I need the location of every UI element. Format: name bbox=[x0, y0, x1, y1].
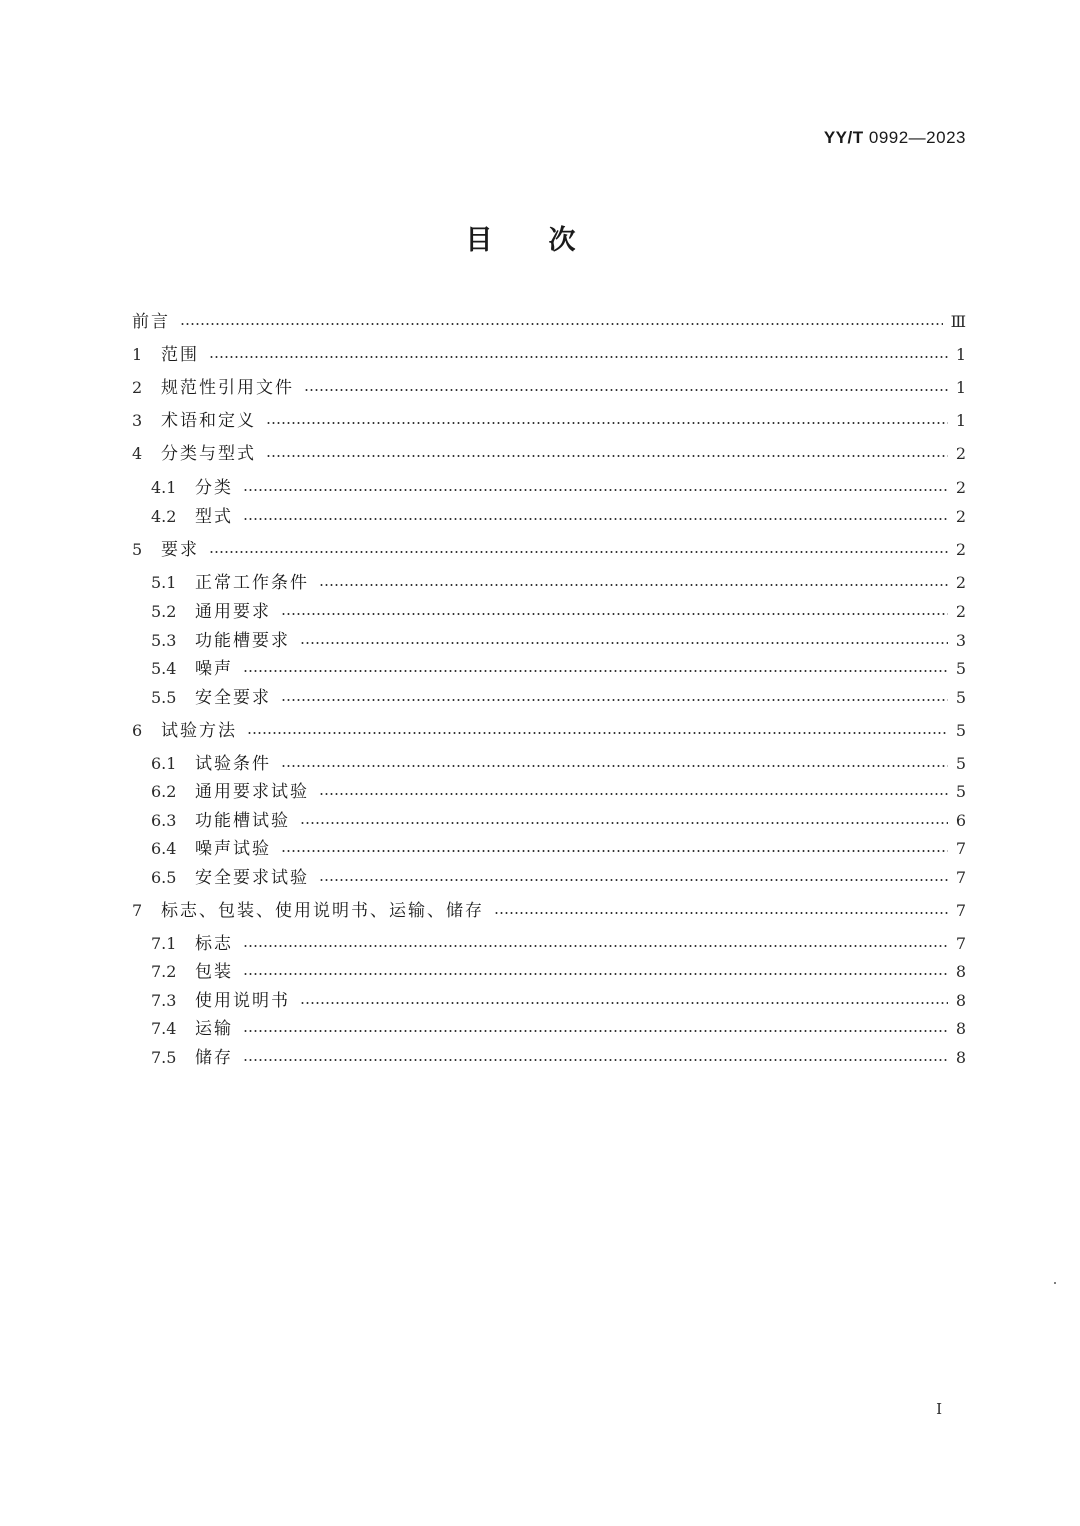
toc-entry-page: 5 bbox=[955, 782, 966, 801]
toc-entry bbox=[151, 1013, 966, 1045]
toc-entry bbox=[151, 1042, 966, 1074]
toc-entry-number: 6.1 bbox=[151, 754, 177, 773]
toc-entry-number: 5.1 bbox=[151, 573, 177, 592]
toc-entry-label: 试验方法 bbox=[161, 721, 237, 741]
page-title: 目次 bbox=[465, 225, 632, 256]
toc-entry bbox=[132, 715, 966, 747]
toc-entry bbox=[132, 372, 966, 404]
toc-entry-page: 5 bbox=[955, 688, 966, 707]
toc-entry-label: 功能槽试验 bbox=[195, 811, 290, 831]
toc-entry-label: 标志、包装、使用说明书、运输、储存 bbox=[161, 901, 484, 921]
toc-entry-label: 前言 bbox=[132, 312, 170, 332]
toc-entry-label: 安全要求试验 bbox=[195, 868, 309, 888]
toc-entry-page: 8 bbox=[955, 1048, 966, 1067]
toc-entry-label: 安全要求 bbox=[195, 688, 271, 708]
toc-entry-number: 7.5 bbox=[151, 1048, 177, 1067]
toc-entry-number: 6.3 bbox=[151, 811, 177, 830]
toc-entry bbox=[151, 472, 966, 504]
toc-entry-page: Ⅲ bbox=[950, 312, 966, 331]
toc-entry-label: 运输 bbox=[195, 1019, 233, 1039]
toc-entry-page: 1 bbox=[955, 378, 966, 397]
toc-entry-page: 7 bbox=[955, 868, 966, 887]
toc-entry bbox=[132, 895, 966, 927]
toc-entry bbox=[151, 682, 966, 714]
toc-entry-label: 试验条件 bbox=[195, 754, 271, 774]
toc-entry-number: 5.2 bbox=[151, 602, 177, 621]
stray-dot bbox=[1054, 1282, 1056, 1284]
toc-entry bbox=[132, 405, 966, 437]
standard-number bbox=[824, 128, 966, 148]
toc-entry-label: 正常工作条件 bbox=[195, 573, 309, 593]
toc-entry-label: 通用要求试验 bbox=[195, 782, 309, 802]
toc-entry-number: 5.3 bbox=[151, 631, 177, 650]
toc-entry-page: 7 bbox=[955, 901, 966, 920]
toc-dot-leader bbox=[243, 973, 948, 975]
toc-entry-label: 范围 bbox=[161, 345, 199, 365]
toc-entry-number: 7.2 bbox=[151, 962, 177, 981]
toc-dot-leader bbox=[300, 822, 948, 824]
toc-entry-page: 2 bbox=[955, 573, 966, 592]
toc-entry bbox=[151, 833, 966, 865]
toc-entry-label: 分类与型式 bbox=[161, 444, 256, 464]
toc-entry-label: 分类 bbox=[195, 478, 233, 498]
toc-entry-label: 包装 bbox=[195, 962, 233, 982]
toc-entry-page: 5 bbox=[955, 659, 966, 678]
toc-dot-leader bbox=[304, 389, 948, 391]
toc-entry-page: 5 bbox=[955, 721, 966, 740]
toc-entry-label: 使用说明书 bbox=[195, 991, 290, 1011]
toc-entry-number: 5.4 bbox=[151, 659, 177, 678]
toc-entry bbox=[132, 339, 966, 371]
toc-dot-leader bbox=[209, 551, 948, 553]
toc-dot-leader bbox=[319, 879, 948, 881]
toc-entry-number: 4.2 bbox=[151, 507, 177, 526]
page-number: I bbox=[936, 1400, 942, 1418]
toc-entry bbox=[151, 862, 966, 894]
toc-entry-page: 7 bbox=[955, 839, 966, 858]
toc-dot-leader bbox=[281, 850, 948, 852]
toc-entry-label: 规范性引用文件 bbox=[161, 378, 294, 398]
toc-dot-leader bbox=[300, 1002, 948, 1004]
toc-entry-number: 5 bbox=[132, 540, 143, 559]
toc-entry-number: 5.5 bbox=[151, 688, 177, 707]
toc-entry-page: 8 bbox=[955, 962, 966, 981]
toc-entry bbox=[132, 306, 966, 338]
toc-dot-leader bbox=[243, 1059, 948, 1061]
toc-dot-leader bbox=[209, 356, 948, 358]
toc-entry-number: 7.3 bbox=[151, 991, 177, 1010]
toc-entry-page: 2 bbox=[955, 444, 966, 463]
toc-entry-page: 5 bbox=[955, 754, 966, 773]
toc-entry-page: 8 bbox=[955, 1019, 966, 1038]
toc-entry-page: 3 bbox=[955, 631, 966, 650]
toc-dot-leader bbox=[243, 518, 948, 520]
toc-entry-label: 标志 bbox=[195, 934, 233, 954]
toc-entry-number: 6 bbox=[132, 721, 143, 740]
toc-entry-label: 术语和定义 bbox=[161, 411, 256, 431]
toc-dot-leader bbox=[243, 489, 948, 491]
toc-entry-label: 储存 bbox=[195, 1048, 233, 1068]
toc-entry-number: 6.5 bbox=[151, 868, 177, 887]
toc-dot-leader bbox=[247, 732, 948, 734]
toc-entry-number: 6.2 bbox=[151, 782, 177, 801]
toc-dot-leader bbox=[243, 1030, 948, 1032]
standard-prefix: YY/T bbox=[823, 128, 864, 147]
toc-entry-label: 噪声试验 bbox=[195, 839, 271, 859]
toc-entry-page: 1 bbox=[955, 411, 966, 430]
toc-entry-page: 2 bbox=[955, 540, 966, 559]
toc-entry-label: 通用要求 bbox=[195, 602, 271, 622]
toc-entry bbox=[151, 501, 966, 533]
standard-code: 0992—2023 bbox=[868, 128, 966, 147]
toc-entry-number: 6.4 bbox=[151, 839, 177, 858]
toc-entry-page: 6 bbox=[955, 811, 966, 830]
toc-entry-number: 3 bbox=[132, 411, 143, 430]
toc-dot-leader bbox=[494, 912, 948, 914]
toc-entry-page: 2 bbox=[955, 507, 966, 526]
toc-entry-number: 4.1 bbox=[151, 478, 177, 497]
toc-entry bbox=[151, 567, 966, 599]
toc-entry-page: 2 bbox=[955, 602, 966, 621]
toc-entry-number: 1 bbox=[132, 345, 143, 364]
toc-dot-leader bbox=[281, 765, 948, 767]
toc-entry-label: 噪声 bbox=[195, 659, 233, 679]
toc-dot-leader bbox=[266, 422, 948, 424]
toc-dot-leader bbox=[180, 323, 943, 325]
toc-dot-leader bbox=[281, 699, 948, 701]
toc-entry-number: 4 bbox=[132, 444, 143, 463]
toc-entry-page: 1 bbox=[955, 345, 966, 364]
toc-dot-leader bbox=[281, 613, 948, 615]
toc-entry-page: 7 bbox=[955, 934, 966, 953]
toc-entry bbox=[151, 956, 966, 988]
toc-dot-leader bbox=[319, 793, 948, 795]
toc-entry-label: 要求 bbox=[161, 540, 199, 560]
toc-dot-leader bbox=[266, 455, 948, 457]
toc-entry bbox=[132, 438, 966, 470]
toc-dot-leader bbox=[243, 945, 948, 947]
toc-entry-number: 7.4 bbox=[151, 1019, 177, 1038]
toc-entry bbox=[132, 534, 966, 566]
toc-entry-page: 8 bbox=[955, 991, 966, 1010]
toc-entry-number: 7.1 bbox=[151, 934, 177, 953]
toc-entry-page: 2 bbox=[955, 478, 966, 497]
toc-dot-leader bbox=[243, 670, 948, 672]
toc-entry bbox=[151, 653, 966, 685]
toc-entry-number: 7 bbox=[132, 901, 143, 920]
toc-entry-label: 型式 bbox=[195, 507, 233, 527]
toc-entry-label: 功能槽要求 bbox=[195, 631, 290, 651]
toc-entry-number: 2 bbox=[132, 378, 143, 397]
toc-dot-leader bbox=[319, 584, 948, 586]
toc-entry bbox=[151, 596, 966, 628]
toc-entry bbox=[151, 776, 966, 808]
toc-dot-leader bbox=[300, 642, 948, 644]
